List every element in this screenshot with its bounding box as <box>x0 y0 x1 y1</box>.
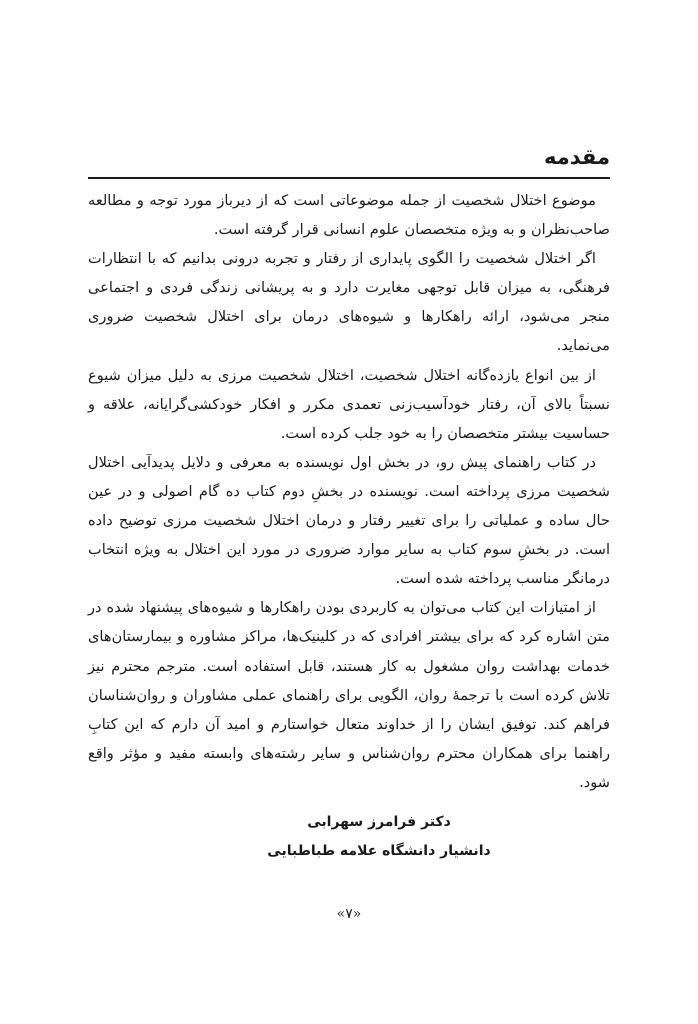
paragraph-1: موضوع اختلال شخصیت از جمله موضوعاتی است که از دیرباز مورد توجه و مطالعه صاحب‌نظران و به ویژه متخصصان علوم انسانی قرار گرفته است. <box>88 192 610 239</box>
book-page <box>88 0 610 1024</box>
body-text <box>88 186 610 797</box>
author-name: دکتر فرامرز سهرابی <box>307 814 451 830</box>
paragraph-3: از بین انواع یازده‌گانه اختلال شخصیت، اختلال شخصیت مرزی به دلیل میزان شیوع نسبتاً بالای آن، رفتار خودآسیب‌زنی تعمدی مکرر و افکار خودکشی‌گرایانه، علاقه و حساسیت بیشتر متخصصان را به خود جلب کرده است. <box>88 366 610 442</box>
paragraph-2: اگر اختلال شخصیت را الگوی پایداری از رفتار و تجربه درونی بدانیم که با انتظارات فرهنگی، به میزان قابل توجهی مغایرت دارد و به پریشانی زندگی فردی و اجتماعی منجر می‌شود، ارائه راهکارها و شیوه‌های درمان برای اختلال شخصیت ضروری می‌نماید. <box>88 250 610 355</box>
page-number: «۷» <box>336 906 362 922</box>
page-title: مقدمه <box>544 145 610 169</box>
author-title: دانشیار دانشگاه علامه طباطبایی <box>267 843 491 859</box>
signature-block <box>88 808 610 866</box>
heading-divider <box>88 177 610 179</box>
paragraph-4: در کتاب راهنمای پیش رو، در بخش اول نویسنده به معرفی و دلایل پدیدآیی اختلال شخصیت مرزی پرداخته است. نویسنده در بخشِ دوم کتاب ده گام اصولی و در عین حال ساده و عملیاتی را برای تغییر رفتار و درمان اختلال شخصیت مرزی توضیح داده است. در بخشِ سوم کتاب به سایر موارد ضروری در مورد این اختلال به ویژه انتخاب درمانگر مناسب پرداخته شده است. <box>88 453 610 588</box>
paragraph-5: از امتیازات این کتاب می‌توان به کاربردی بودن راهکارها و شیوه‌های پیشنهاد شده در متن اشاره کرد که برای بیشتر افرادی که در کلینیک‌ها، مراکز مشاوره و بیمارستان‌های خدمات بهداشت روان مشغول به کار هستند، قابل استفاده است. مترجم محترم نیز تلاش کرده است با ترجمهٔ روان، الگویی برای راهنمای عملی مشاوران و روان‌شناسان فراهم کند. توفیق ایشان را از خداوند متعال خواستارم و امید آن دارم که این کتابِ راهنما برای همکاران محترم روان‌شناس و سایر رشته‌های وابسته مفید و مؤثر واقع شود. <box>88 599 610 791</box>
